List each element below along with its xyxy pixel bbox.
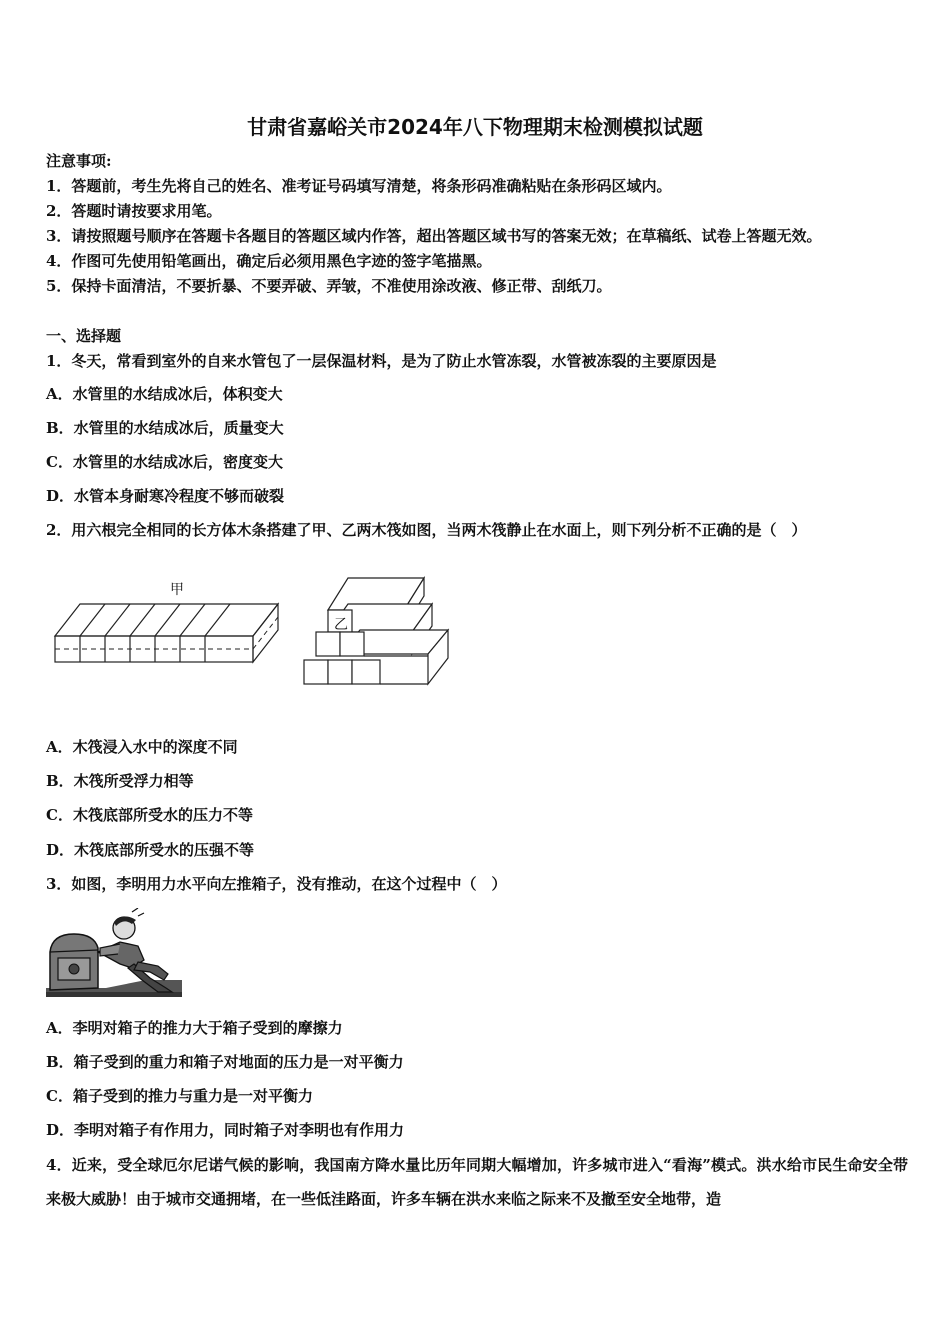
page-title: 甘肃省嘉峪关市2024年八下物理期末检测模拟试题 [247, 115, 703, 139]
notice-item: 4．作图可先使用铅笔画出，确定后必须用黑色字迹的签字笔描黑。 [46, 252, 492, 270]
question-3-option-d: D．李明对箱子有作用力，同时箱子对李明也有作用力 [46, 1121, 405, 1139]
question-1-option-a: A．水管里的水结成冰后，体积变大 [46, 385, 283, 403]
pushing-box-figure [46, 908, 182, 998]
raft-jia-label: 甲 [170, 582, 184, 598]
notice-item: 1．答题前，考生先将自己的姓名、准考证号码填写清楚，将条形码准确粘贴在条形码区域内。 [46, 177, 672, 195]
question-3-stem: 3．如图，李明用力水平向左推箱子，没有推动，在这个过程中（ ） [46, 875, 507, 893]
question-3-option-c: C．箱子受到的推力与重力是一对平衡力 [46, 1087, 313, 1105]
question-2-stem: 2．用六根完全相同的长方体木条搭建了甲、乙两木筏如图，当两木筏静止在水面上，则下列分析不正确的是（ ） [46, 521, 807, 539]
notice-item: 2．答题时请按要求用笔。 [46, 202, 222, 220]
question-2-option-a: A．木筏浸入水中的深度不同 [46, 738, 238, 756]
question-1-option-b: B．水管里的水结成冰后，质量变大 [46, 419, 284, 437]
notice-item: 3．请按照题号顺序在答题卡各题目的答题区域内作答，超出答题区域书写的答案无效；在草稿纸、试卷上答题无效。 [46, 227, 822, 245]
raft-yi-label: 乙 [334, 617, 348, 633]
question-4-stem: 4．近来，受全球厄尔尼诺气候的影响，我国南方降水量比历年同期大幅增加，许多城市进入“看海”模式。洪水给市民生命安全带来极大威胁！由于城市交通拥堵，在一些低洼路面，许多车辆在洪水来临之际来不及撤至安全地带，造 [46, 1156, 908, 1208]
question-3-option-b: B．箱子受到的重力和箱子对地面的压力是一对平衡力 [46, 1053, 404, 1071]
question-1-stem: 1．冬天，常看到室外的自来水管包了一层保温材料，是为了防止水管冻裂，水管被冻裂的主要原因是 [46, 352, 717, 370]
raft-yi-figure [300, 574, 452, 690]
question-2-option-d: D．木筏底部所受水的压强不等 [46, 841, 255, 859]
notice-item: 5．保持卡面清洁，不要折暴、不要弄破、弄皱，不准使用涂改液、修正带、刮纸刀。 [46, 277, 612, 295]
question-2-option-b: B．木筏所受浮力相等 [46, 772, 194, 790]
question-1-option-c: C．水管里的水结成冰后，密度变大 [46, 453, 283, 471]
question-2-option-c: C．木筏底部所受水的压力不等 [46, 806, 253, 824]
question-3-option-a: A．李明对箱子的推力大于箱子受到的摩擦力 [46, 1019, 343, 1037]
raft-jia-figure [50, 578, 282, 668]
section-heading: 一、选择题 [46, 327, 122, 345]
question-1-option-d: D．水管本身耐寒冷程度不够而破裂 [46, 487, 285, 505]
notice-heading: 注意事项: [46, 152, 112, 170]
